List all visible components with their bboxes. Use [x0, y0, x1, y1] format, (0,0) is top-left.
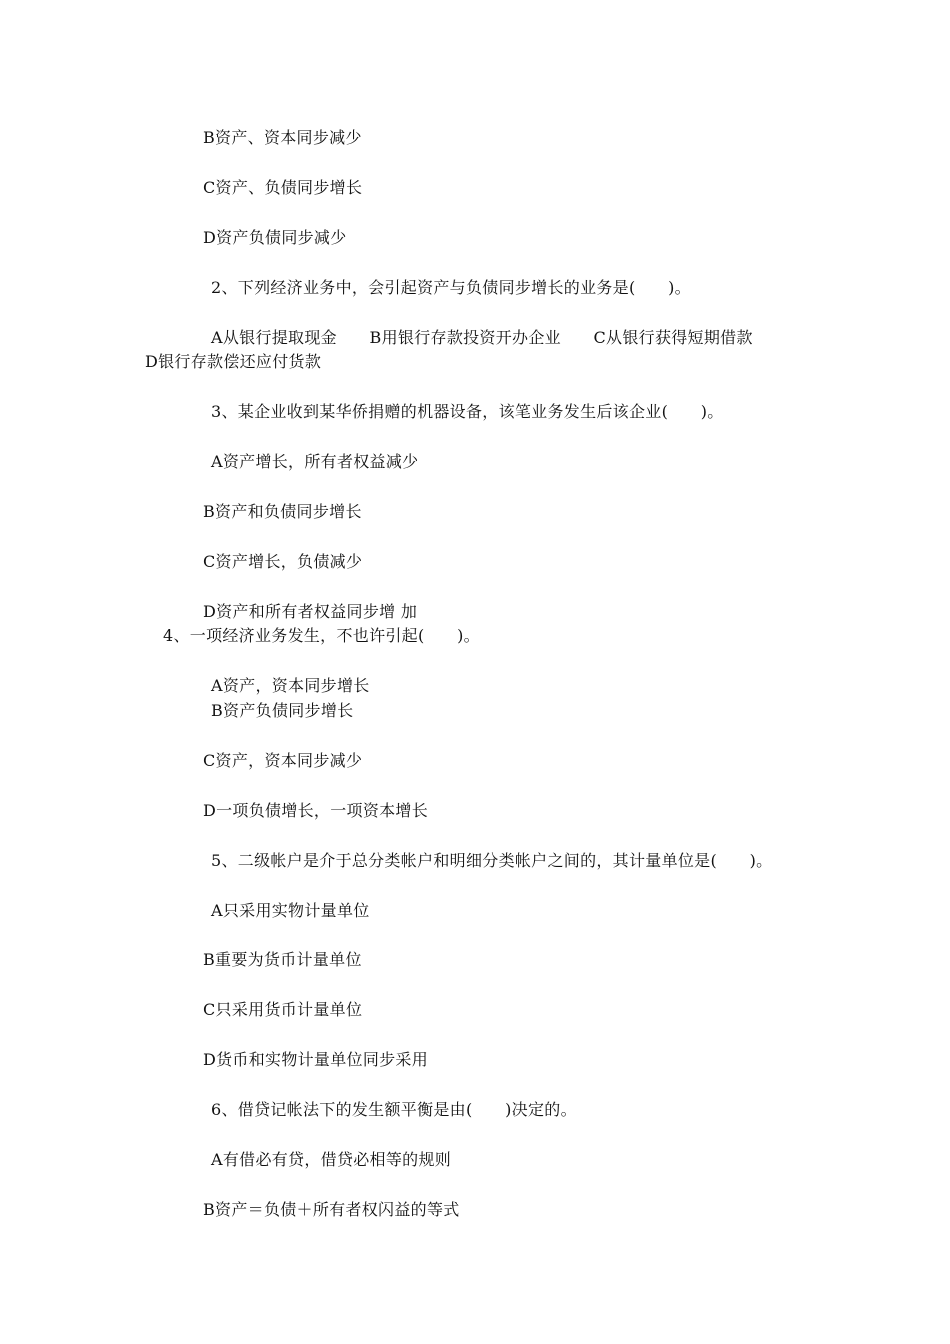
option-b-q6: B资产＝负债＋所有者权闪益的等式 [203, 1200, 460, 1219]
option-c-q3: C资产增长，负债减少 [203, 552, 363, 571]
option-a-q4: A资产，资本同步增长 [211, 676, 370, 695]
question-6: 6、借贷记帐法下的发生额平衡是由( )决定的。 [211, 1100, 577, 1119]
option-b-q4: B资产负债同步增长 [211, 701, 354, 720]
option-d-q1: D资产负债同步减少 [203, 228, 347, 247]
option-a-q5: A只采用实物计量单位 [211, 901, 370, 920]
option-d-q4: D一项负债增长，一项资本增长 [203, 801, 429, 820]
option-c-q1: C资产、负债同步增长 [203, 178, 363, 197]
options-q2-line1: A从银行提取现金 B用银行存款投资开办企业 C从银行获得短期借款 [211, 328, 753, 347]
question-4: 4、一项经济业务发生，不也许引起( )。 [163, 626, 480, 645]
option-b-q3: B资产和负债同步增长 [203, 502, 362, 521]
option-b-q5: B重要为货币计量单位 [203, 950, 362, 969]
option-d-q5: D货币和实物计量单位同步采用 [203, 1050, 429, 1069]
question-5: 5、二级帐户是介于总分类帐户和明细分类帐户之间的，其计量单位是( )。 [211, 851, 773, 870]
question-3: 3、某企业收到某华侨捐赠的机器设备，该笔业务发生后该企业( )。 [211, 402, 724, 421]
option-a-q3: A资产增长，所有者权益减少 [211, 452, 419, 471]
option-b-q1: B资产、资本同步减少 [203, 128, 362, 147]
option-a-q6: A有借必有贷，借贷必相等的规则 [211, 1150, 452, 1169]
option-c-q5: C只采用货币计量单位 [203, 1000, 363, 1019]
options-q2-line2: D银行存款偿还应付货款 [145, 352, 322, 371]
option-d-q3: D资产和所有者权益同步增 加 [203, 602, 418, 621]
option-c-q4: C资产，资本同步减少 [203, 751, 363, 770]
question-2: 2、下列经济业务中，会引起资产与负债同步增长的业务是( )。 [211, 278, 691, 297]
